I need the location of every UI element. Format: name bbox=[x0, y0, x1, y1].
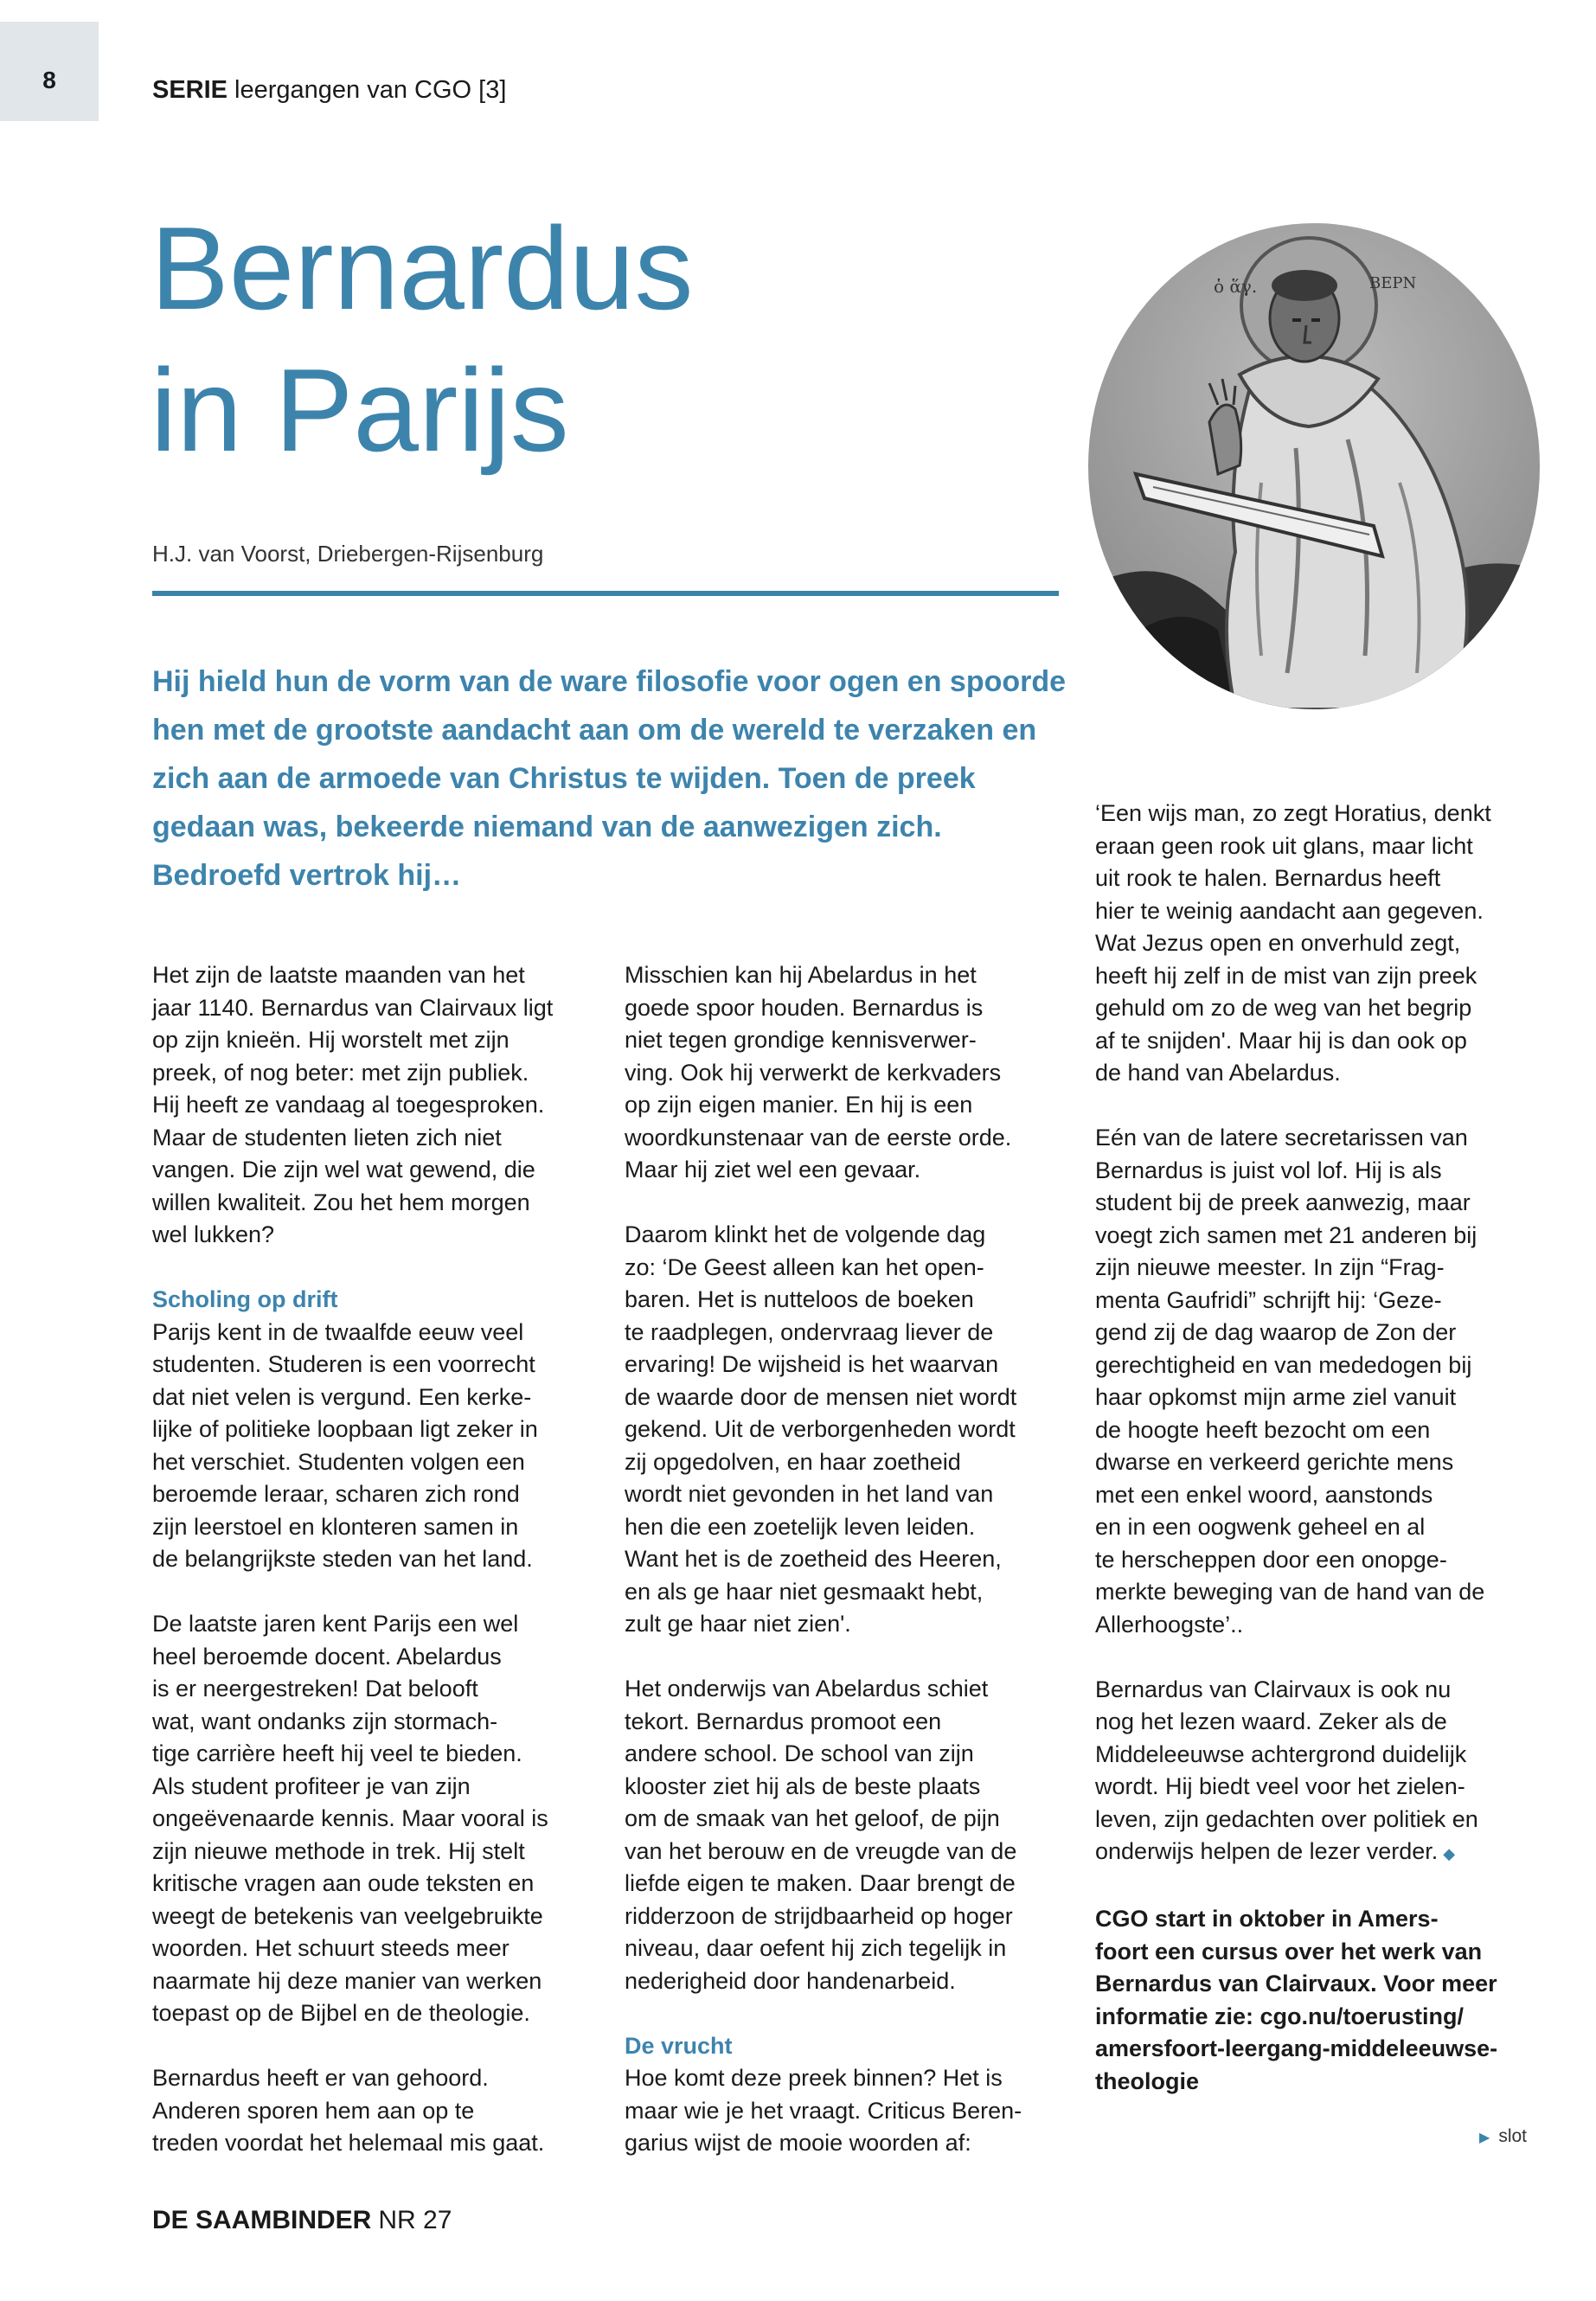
title-divider bbox=[152, 591, 1059, 596]
series-title: leergangen van CGO [3] bbox=[234, 76, 507, 104]
title-line-1: Bernardus bbox=[151, 202, 694, 334]
course-announcement: CGO start in oktober in Amers- foort een cursus over het werk van Bernardus van Clairvaux. Voor meer informatie zie: cgo.nu/toerusting/ amersfoort-leergang-middeleeuwse- theologie bbox=[1095, 1906, 1498, 2094]
slot-arrow-icon: ▶ bbox=[1479, 2131, 1490, 2145]
article-title bbox=[151, 197, 693, 481]
subheading-vrucht: De vrucht bbox=[625, 2032, 733, 2059]
column1-paragraph-2: Parijs kent in de twaalfde eeuw veel studenten. Studeren is een voorrecht dat niet velen is vergund. Een kerke- lijke of politieke loopbaan ligt zeker in het verschiet. Studenten volgen een beroemde leraar, scharen zich rond zijn leerstoel en klonteren samen in de belangrijkste steden van het land. bbox=[152, 1318, 538, 1572]
page-number-box bbox=[0, 22, 99, 121]
slot-label: slot bbox=[1498, 2126, 1527, 2146]
bernardus-portrait bbox=[1088, 223, 1540, 709]
column1-paragraph-3: De laatste jaren kent Parijs een wel heel beroemde docent. Abelardus is er neergestreken! Dat belooft wat, want ondanks zijn stormach- tige carrière heeft hij veel te bieden. Als student profiteer je van zijn ongeëvenaarde kennis. Maar vooral is zijn nieuwe methode in trek. Hij stelt kritische vragen aan oude teksten en weegt de betekenis van veelgebruikte woorden. Het schuurt steeds meer naarmate hij deze manier van werken toepast op de Bijbel en de theologie. bbox=[152, 1611, 548, 2026]
magazine-name: DE SAAMBINDER bbox=[152, 2206, 372, 2234]
svg-text:ὁ ἅγ.: ὁ ἅγ. bbox=[1214, 276, 1258, 297]
portrait-icon bbox=[1088, 223, 1540, 709]
author-byline: H.J. van Voorst, Driebergen-Rijsenburg bbox=[152, 541, 544, 567]
text-column-1 bbox=[152, 959, 602, 2160]
end-mark-icon: ◆ bbox=[1443, 1845, 1456, 1862]
column1-paragraph-4: Bernardus heeft er van gehoord. Anderen sporen hem aan op te treden voordat het helemaal mis gaat. bbox=[152, 2065, 545, 2156]
issue-number: NR 27 bbox=[378, 2206, 452, 2234]
subheading-scholing: Scholing op drift bbox=[152, 1286, 338, 1312]
column2-paragraph-2: Daarom klinkt het de volgende dag zo: ‘De Geest alleen kan het open- baren. Het is nutteloos de boeken te raadplegen, ondervraag liever de ervaring! De wijsheid is het waarvan de waarde door de mensen niet wordt gekend. Uit de verborgenheden wordt zij opgedolven, en haar zoetheid wordt niet gevonden in het land van hen die een zoetelijk leven leiden. Want het is de zoetheid des Heeren, en als ge haar niet gesmaakt hebt, zult ge haar niet zien'. bbox=[625, 1221, 1017, 1637]
lead-paragraph: Hij hield hun de vorm van de ware filosofie voor ogen en spoorde hen met de grootste aandacht aan om de wereld te verzaken en zich aan de armoede van Christus te wijden. Toen de preek gedaan was, bekeerde niemand van de aanwezigen zich. Bedroefd vertrok hij… bbox=[152, 665, 1067, 892]
svg-text:ΒΕΡΝ: ΒΕΡΝ bbox=[1369, 274, 1417, 292]
column2-paragraph-4: Hoe komt deze preek binnen? Het is maar wie je het vraagt. Criticus Beren- garius wijst de mooie woorden af: bbox=[625, 2065, 1022, 2156]
column3-paragraph-1: ‘Een wijs man, zo zegt Horatius, denkt eraan geen rook uit glans, maar licht uit rook te halen. Bernardus heeft hier te weinig aandacht aan gegeven. Wat Jezus open en onverhuld zegt, heeft hij zelf in de mist van zijn preek gehuld om zo de weg van het begrip af te snijden'. Maar hij is dan ook op de hand van Abelardus. bbox=[1095, 800, 1491, 1086]
title-line-2: in Parijs bbox=[151, 344, 569, 476]
text-column-2 bbox=[625, 959, 1074, 2160]
series-label: SERIE bbox=[152, 76, 228, 104]
text-column-3 bbox=[1095, 798, 1545, 2098]
column1-paragraph-1: Het zijn de laatste maanden van het jaar 1140. Bernardus van Clairvaux ligt op zijn knieën. Hij worstelt met zijn preek, of nog beter: met zijn publiek. Hij heeft ze vandaag al toegesproken. Maar de studenten lieten zich niet vangen. Die zijn wel wat gewend, die willen kwaliteit. Zou het hem morgen wel lukken? bbox=[152, 962, 554, 1247]
series-header bbox=[152, 76, 506, 105]
page-number: 8 bbox=[42, 67, 56, 93]
column3-paragraph-2: Eén van de latere secretarissen van Bernardus is juist vol lof. Hij is als student bij de preek aanwezig, maar voegt zich samen met 21 anderen bij zijn nieuwe meester. In zijn “Frag- menta Gaufridi” schrijft hij: ‘Geze- gend zij de dag waarop de Zon der gerechtigheid en van mededogen bij haar opkomst mijn arme ziel vanuit de hoogte heeft bezocht om een dwarse en verkeerd gerichte mens met een enkel woord, aanstonds en in een oogwenk geheel en al te herscheppen door een onopge- merkte beweging van de hand van de Allerhoogste’.. bbox=[1095, 1125, 1485, 1638]
column3-paragraph-3-text: Bernardus van Clairvaux is ook nu nog het lezen waard. Zeker als de Middeleeuwse achtergrond duidelijk wordt. Hij biedt veel voor het zielen- leven, zijn gedachten over politiek en onderwijs helpen de lezer verder. bbox=[1095, 1676, 1478, 1864]
column2-paragraph-3: Het onderwijs van Abelardus schiet tekort. Bernardus promoot een andere school. De school van zijn klooster ziet hij als de beste plaats om de smaak van het geloof, de pijn van het berouw en de vreugde van de liefde eigen te maken. Daar brengt de ridderzoon de strijdbaarheid op hoger niveau, daar oefent hij zich tegelijk in nederigheid door handenarbeid. bbox=[625, 1676, 1017, 1994]
footer bbox=[152, 2206, 452, 2235]
column3-paragraph-3 bbox=[1095, 1674, 1545, 1871]
column2-paragraph-1: Misschien kan hij Abelardus in het goede spoor houden. Bernardus is niet tegen grondige kennisverwer- ving. Ook hij verwerkt de kerkvaders op zijn eigen manier. En hij is een woordkunstenaar van de eerste orde. Maar hij ziet wel een gevaar. bbox=[625, 962, 1012, 1183]
slot-indicator bbox=[1479, 2126, 1527, 2147]
